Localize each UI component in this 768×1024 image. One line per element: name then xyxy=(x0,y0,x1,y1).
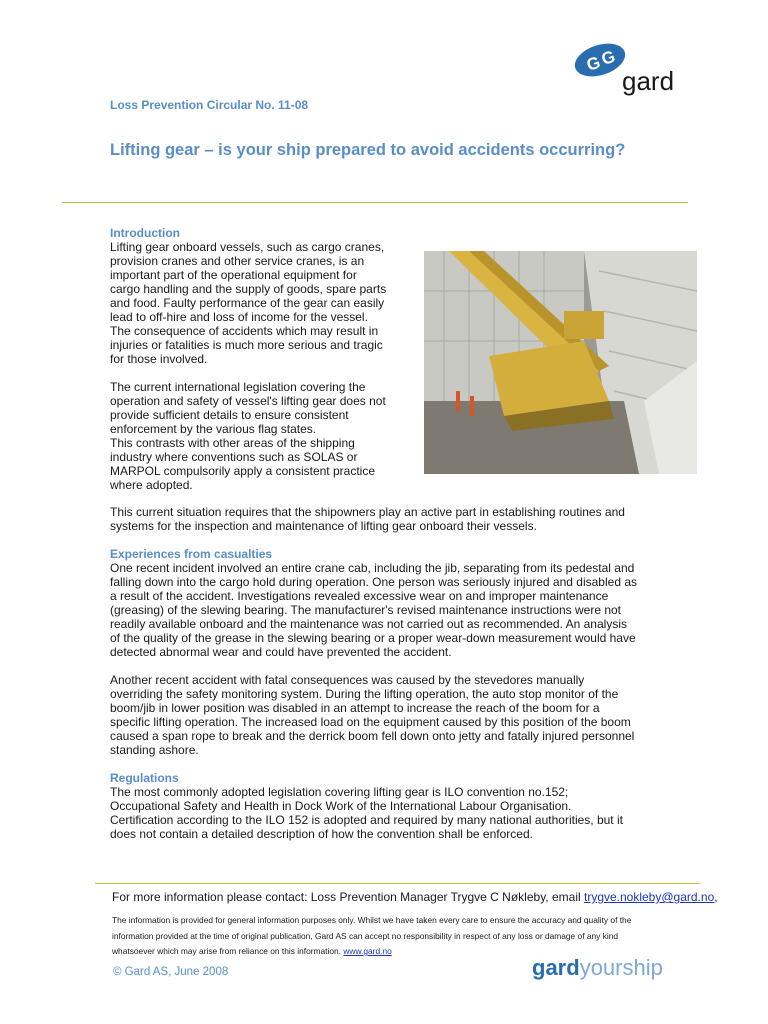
text-line: operation and safety of vessel's lifting gear does not xyxy=(110,394,386,408)
regulations-heading: Regulations xyxy=(110,771,179,785)
text-line: Certification according to the ILO 152 is adopted and required by many national authorities, but it xyxy=(110,813,623,827)
crane-accident-photo xyxy=(424,251,697,474)
svg-text:G: G xyxy=(584,52,603,75)
text-line: The consequence of accidents which may result in xyxy=(110,324,379,338)
text-line: important part of the operational equipment for xyxy=(110,268,357,282)
website-link[interactable]: www.gard.no xyxy=(343,946,392,956)
text-line: a result of the accident. Investigations revealed excessive wear on and improper maintenance xyxy=(110,589,609,603)
contact-line xyxy=(112,890,718,904)
text-line: specific lifting operation. The increased load on the equipment caused by this position of the boom xyxy=(110,715,631,729)
text-line: provision cranes and other service cranes, is an xyxy=(110,254,365,268)
document-title: Lifting gear – is your ship prepared to avoid accidents occurring? xyxy=(110,141,626,159)
text-line: cargo handling and the supply of goods, spare parts xyxy=(110,282,387,296)
text-line: (greasing) of the slewing bearing. The manufacturer's revised maintenance instructions were not xyxy=(110,603,622,617)
gard-your-ship-tagline xyxy=(532,955,663,981)
text-line: information provided at the time of original publication, Gard AS can accept no responsibility in respect of any loss or damage of any kind xyxy=(112,930,619,941)
text-line: for those involved. xyxy=(110,352,208,366)
regulations-section xyxy=(110,771,700,841)
text-line: does not contain a detailed description of how the convention shall be enforced. xyxy=(110,827,533,841)
text-line: boom/jib in lower position was disabled in an attempt to increase the reach of the boom for a xyxy=(110,701,600,715)
contact-email-link[interactable]: trygve.nokleby@gard.no xyxy=(583,890,715,904)
text-line: MARPOL compulsorily apply a consistent practice xyxy=(110,464,375,478)
text-line: Occupational Safety and Health in Dock Work of the International Labour Organisation. xyxy=(110,799,572,813)
text-line: overriding the safety monitoring system. During the lifting operation, the auto stop monitor of the xyxy=(110,687,619,701)
text-line: Another recent accident with fatal consequences was caused by the stevedores manually xyxy=(110,673,585,687)
regulations-paragraph-1 xyxy=(110,785,700,841)
text-line: caused a span rope to break and the derrick boom fell down onto jetty and fatally injured personnel xyxy=(110,729,635,743)
text-line: The most commonly adopted legislation covering lifting gear is ILO convention no.152; xyxy=(110,785,569,799)
casualties-section xyxy=(110,547,700,757)
text-line: falling down into the cargo hold during operation. One person was seriously injured and disabled as xyxy=(110,575,637,589)
text-line: of the quality of the grease in the slewing bearing or a proper wear-down measurement would have xyxy=(110,631,636,645)
text-line: readily available onboard and the maintenance was not carried out as recommended. An analysis xyxy=(110,617,627,631)
header-divider xyxy=(62,202,688,203)
introduction-section xyxy=(110,226,420,492)
text-line: and food. Faulty performance of the gear can easily xyxy=(110,296,385,310)
text-line: detected abnormal wear and could have prevented the accident. xyxy=(110,645,452,659)
tagline-gard: gard xyxy=(532,955,580,980)
text-line: industry where conventions such as SOLAS or xyxy=(110,450,358,464)
text-line: whatsoever which may arise from reliance on this information. xyxy=(112,946,344,956)
text-line: One recent incident involved an entire crane cab, including the jib, separating from its pedestal and xyxy=(110,561,635,575)
footer-divider xyxy=(95,883,700,884)
text-line: lead to off-hire and loss of income for the vessel. xyxy=(110,310,368,324)
contact-suffix: , xyxy=(714,890,718,904)
contact-text: For more information please contact: Loss Prevention Manager Trygve C Nøkleby, email xyxy=(112,890,584,904)
introduction-paragraph-3 xyxy=(110,505,690,533)
tagline-yourship: yourship xyxy=(579,955,663,980)
text-line: enforcement by the various flag states. xyxy=(110,422,317,436)
text-line: standing ashore. xyxy=(110,743,199,757)
text-line: where adopted. xyxy=(110,478,193,492)
text-line: systems for the inspection and maintenance of lifting gear onboard their vessels. xyxy=(110,519,537,533)
circular-number: Loss Prevention Circular No. 11-08 xyxy=(110,98,309,112)
text-line: This current situation requires that the shipowners play an active part in establishing routines and xyxy=(110,505,625,519)
text-line: The current international legislation covering the xyxy=(110,380,366,394)
text-line: This contrasts with other areas of the shipping xyxy=(110,436,355,450)
introduction-paragraph-1 xyxy=(110,240,420,366)
text-line: Lifting gear onboard vessels, such as cargo cranes, xyxy=(110,240,385,254)
disclaimer xyxy=(112,913,692,960)
text-line: provide sufficient details to ensure consistent xyxy=(110,408,349,422)
casualties-paragraph-1 xyxy=(110,561,700,659)
casualties-paragraph-2 xyxy=(110,673,700,757)
text-line: injuries or fatalities is much more serious and tragic xyxy=(110,338,383,352)
text-line: The information is provided for general information purposes only. Whilst we have taken every care to ensure the accuracy and quality of the xyxy=(112,915,632,925)
svg-text:G: G xyxy=(599,46,618,69)
casualties-heading: Experiences from casualties xyxy=(110,547,273,561)
introduction-paragraph-2 xyxy=(110,380,420,492)
copyright: © Gard AS, June 2008 xyxy=(113,966,229,978)
introduction-heading: Introduction xyxy=(110,226,180,240)
logo-wordmark: gard xyxy=(622,66,675,96)
gard-logo xyxy=(572,38,684,98)
